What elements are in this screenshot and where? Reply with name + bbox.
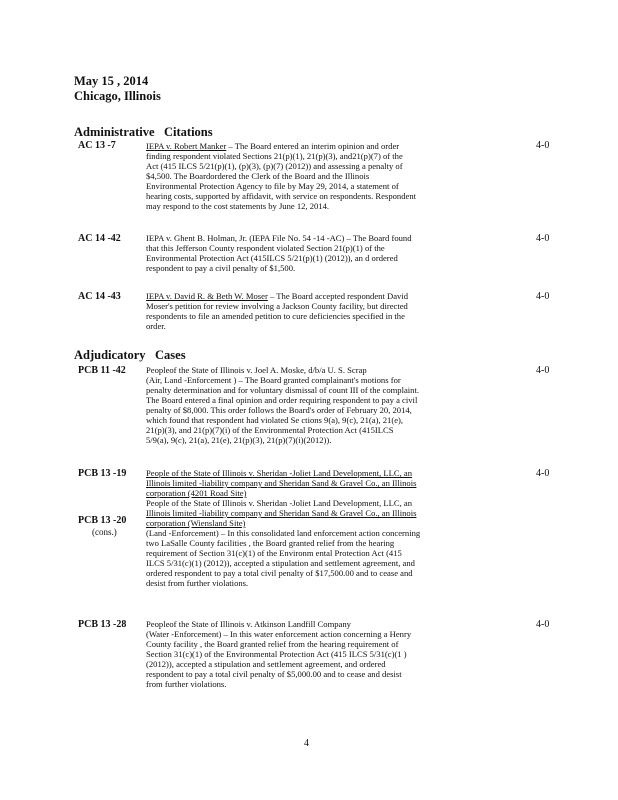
section-heading-citations: Citations	[164, 125, 213, 139]
summary-line: desist from further violations.	[146, 578, 249, 588]
page-number: 4	[304, 738, 309, 749]
summary-line: respondent to pay a civil penalty of $1,500.	[146, 263, 296, 273]
case-summary	[146, 468, 446, 588]
consolidated-label: (cons.)	[92, 527, 117, 537]
case-number: AC 13 -7	[78, 140, 116, 151]
case-summary	[146, 365, 446, 445]
summary-line: Section 31(c)(1) of the Environmental Protection Act (415 ILCS 5/31(c)(1 )	[146, 649, 407, 659]
summary-line: hearing costs, supported by affidavit, with service on respondents. Respondent	[146, 191, 417, 201]
summary-line: (Water -Enforcement) – In this water enforcement action concerning a Henry	[146, 629, 412, 639]
summary-line: requirement of Section 31(c)(1) of the Environm ental Protection Act (415	[146, 548, 402, 558]
summary-line: penalty determination and for voluntary dismissal of count III of the complaint.	[146, 385, 420, 395]
summary-line: Moser's petition for review involving a Jackson County facility, but directed	[146, 301, 408, 311]
summary-line: Act (415 ILCS 5/21(p)(1), (p)(3), (p)(7) (2012)) and assessing a penalty of	[146, 161, 403, 171]
summary-line: respondents to file an amended petition to cure deficiencies specified in the	[146, 311, 405, 321]
case-caption: IEPA v. Robert Manker	[146, 141, 227, 151]
summary-line: which found that respondent had violated Se ctions 9(a), 9(c), 21(a), 21(e),	[146, 415, 404, 425]
summary-line: IEPA v. Ghent B. Holman, Jr. (IEPA File No. 54 -14 -AC) – The Board found	[146, 233, 412, 243]
summary-line: $4,500. The Boardordered the Clerk of the Board and the Illinois	[146, 171, 370, 181]
summary-line: finding respondent violated Sections 21(p)(1), 21(p)(3), and21(p)(7) of the	[146, 151, 403, 161]
summary-line: People of the State of Illinois v. Sheridan -Joliet Land Development, LLC, an	[146, 498, 413, 508]
vote-count: 4-0	[536, 619, 550, 630]
summary-line: The Board entered a final opinion and order requiring respondent to pay a civil	[146, 395, 418, 405]
summary-line: Peopleof the State of Illinois v. Joel A. Moske, d/b/a U. S. Scrap	[146, 365, 367, 375]
case-number-consolidated: PCB 13 -20	[78, 515, 127, 526]
case-caption: IEPA v. David R. & Beth W. Moser	[146, 291, 268, 301]
case-number: AC 14 -43	[78, 291, 121, 302]
summary-line: from further violations.	[146, 679, 227, 689]
summary-line: 21(p)(3), and 21(p)(7)(i) of the Environmental Protection Act (415ILCS	[146, 425, 394, 435]
summary-line: IEPA v. Robert Manker – The Board entered an interim opinion and order	[146, 141, 400, 151]
case-summary	[146, 291, 446, 331]
summary-line: Peopleof the State of Illinois v. Atkinson Landfill Company	[146, 619, 351, 629]
vote-count: 4-0	[536, 468, 550, 479]
summary-line: (Air, Land -Enforcement ) – The Board granted complainant's motions for	[146, 375, 401, 385]
summary-line: (Land -Enforcement) – In this consolidated land enforcement action concerning	[146, 528, 421, 538]
summary-line: two LaSalle County facilities , the Board granted relief from the hearing	[146, 538, 395, 548]
summary-line: 5/9(a), 9(c), 21(a), 21(e), 21(p)(3), 21(p)(7)(i)(2012)).	[146, 435, 332, 445]
summary-line: may respond to the cost statements by June 12, 2014.	[146, 201, 330, 211]
case-number: AC 14 -42	[78, 233, 121, 244]
summary-line: Environmental Protection Act (415ILCS 5/21(p)(1) (2012)), an d ordered	[146, 253, 398, 263]
summary-line: corporation (4201 Road Site)	[146, 488, 247, 498]
vote-count: 4-0	[536, 365, 550, 376]
summary-line: (2012)), accepted a stipulation and settlement agreement, and ordered	[146, 659, 386, 669]
summary-line: penalty of $8,000. This order follows the Board's order of February 20, 2014,	[146, 405, 412, 415]
summary-line: People of the State of Illinois v. Sheridan -Joliet Land Development, LLC, an	[146, 468, 413, 478]
case-summary	[146, 619, 446, 689]
section-heading-adjudicatory: Adjudicatory	[74, 348, 146, 362]
summary-line: order.	[146, 321, 166, 331]
case-number: PCB 13 -28	[78, 619, 127, 630]
summary-line: Illinois limited -liability company and Sheridan Sand & Gravel Co., an Illinois	[146, 478, 417, 488]
summary-line: that this Jefferson County respondent violated Section 21(p)(1) of the	[146, 243, 385, 253]
vote-count: 4-0	[536, 140, 550, 151]
summary-line: County facility , the Board granted relief from the hearing requirement of	[146, 639, 399, 649]
case-summary	[146, 141, 446, 211]
case-number: PCB 13 -19	[78, 468, 127, 479]
case-number: PCB 11 -42	[78, 365, 126, 376]
summary-line: ILCS 5/31(c)(1) (2012)), accepted a stipulation and settlement agreement, and	[146, 558, 415, 568]
summary-line: corporation (Wiensland Site)	[146, 518, 246, 528]
summary-line: Illinois limited -liability company and Sheridan Sand & Gravel Co., an Illinois	[146, 508, 417, 518]
section-heading-administrative: Administrative	[74, 125, 155, 139]
document-location: Chicago, Illinois	[74, 89, 161, 103]
document-date: May 15 , 2014	[74, 74, 149, 88]
vote-count: 4-0	[536, 233, 550, 244]
case-summary	[146, 233, 446, 273]
summary-line: ordered respondent to pay a total civil penalty of $17,500.00 and to cease and	[146, 568, 413, 578]
summary-line: IEPA v. David R. & Beth W. Moser – The Board accepted respondent David	[146, 291, 408, 301]
section-heading-cases: Cases	[155, 348, 186, 362]
vote-count: 4-0	[536, 291, 550, 302]
summary-line: Environmental Protection Agency to file by May 29, 2014, a statement of	[146, 181, 399, 191]
summary-line: respondent to pay a total civil penalty of $5,000.00 and to cease and desist	[146, 669, 402, 679]
